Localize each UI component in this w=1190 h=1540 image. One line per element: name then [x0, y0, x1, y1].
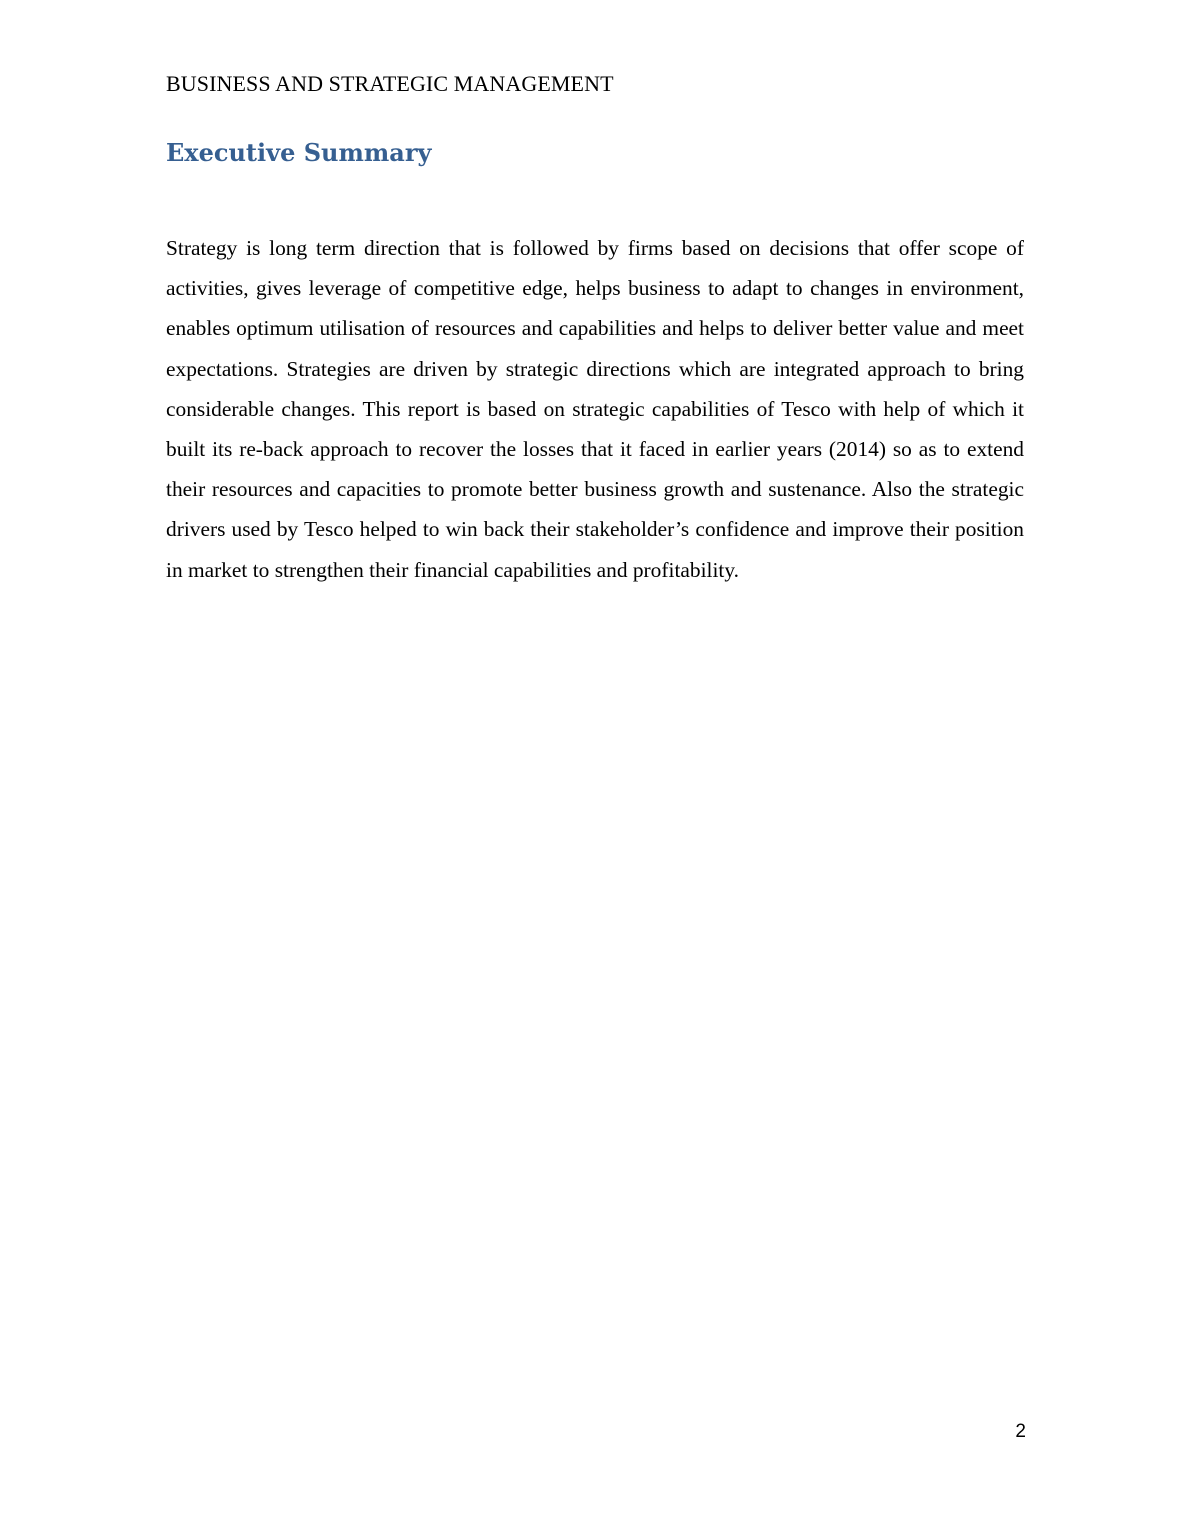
body-paragraph: Strategy is long term direction that is followed by firms based on decisions that offer scope of activities, gives leverage of competitive edge, helps business to adapt to changes in environment, enables optimum utilisation of resources and capabilities and helps to deliver better value and meet expectations. Strategies are driven by strategic directions which are integrated approach to bring considerable changes. This report is based on strategic capabilities of Tesco with help of which it built its re-back approach to recover the losses that it faced in earlier years (2014) so as to extend their resources and capacities to promote better business growth and sustenance. Also the strategic drivers used by Tesco helped to win back their stakeholder’s confidence and improve their position in market to strengthen their financial capabilities and profitability. — [166, 236, 1024, 582]
running-header: BUSINESS AND STRATEGIC MANAGEMENT — [166, 71, 614, 96]
section-heading: Executive Summary — [166, 138, 432, 167]
page-number: 2 — [1015, 1421, 1026, 1442]
